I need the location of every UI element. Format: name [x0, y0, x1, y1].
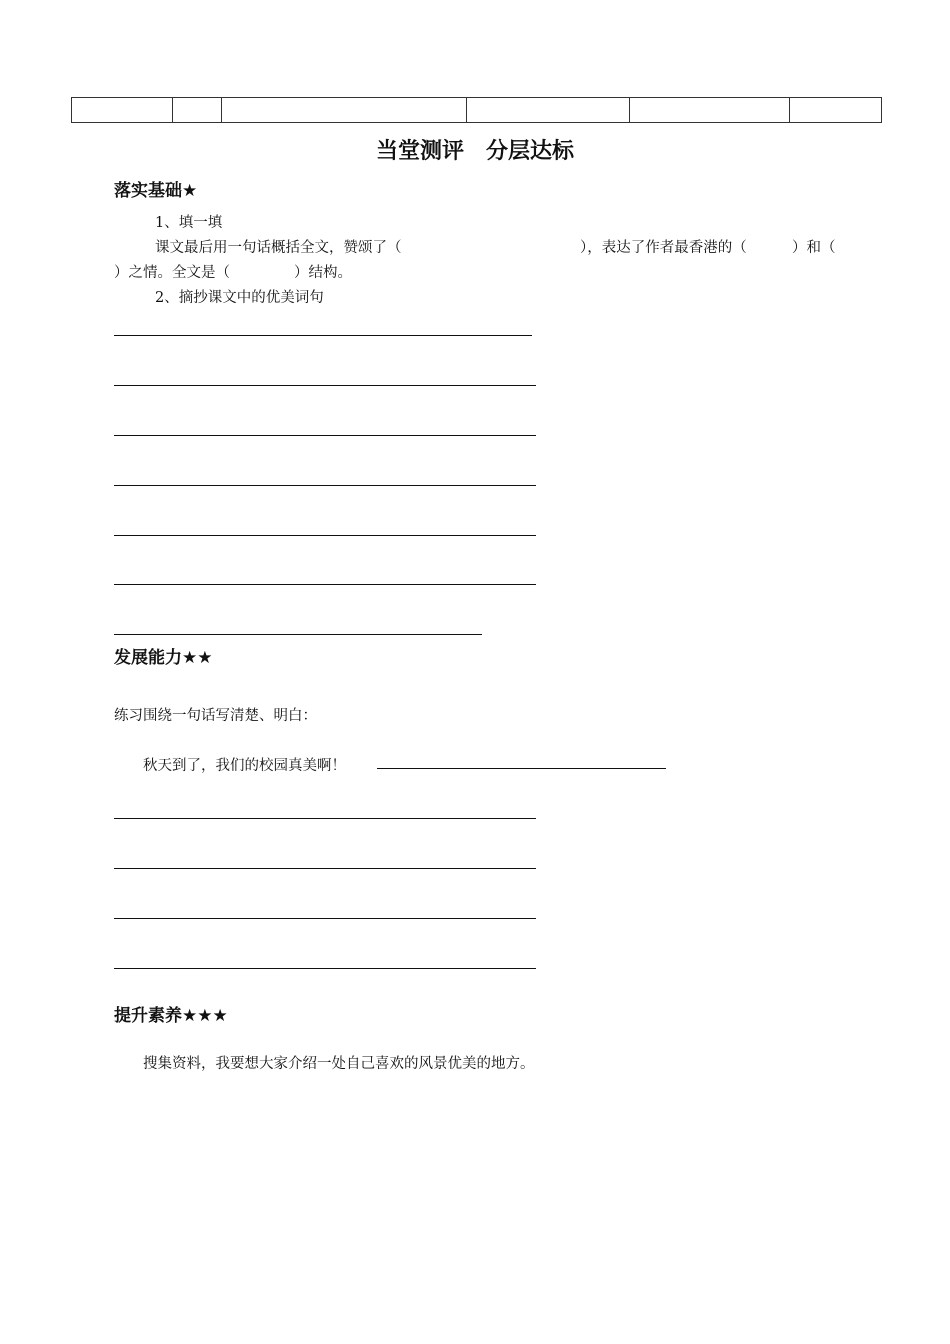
q1-text-b: ），表达了作者最香港的（ [580, 240, 747, 256]
section-heading-development: 发展能力★★ [114, 648, 213, 668]
answer-line[interactable] [114, 535, 536, 536]
question-1-label: 1、填一填 [155, 215, 223, 231]
answer-line[interactable] [114, 435, 536, 436]
answer-line[interactable] [114, 868, 536, 869]
q1-text-c: ）和（ [792, 240, 836, 256]
header-cell [222, 98, 467, 123]
q1-text-e: ）结构。 [294, 265, 352, 281]
section2-instruction: 练习围绕一句话写清楚、明白： [114, 708, 317, 724]
page-title-part2: 分层达标 [486, 139, 575, 164]
answer-line[interactable] [114, 335, 532, 336]
answer-line[interactable] [114, 968, 536, 969]
page-title [0, 134, 950, 165]
answer-line[interactable] [114, 634, 482, 635]
section-heading-enhancement: 提升素养★★★ [114, 1006, 228, 1026]
answer-line[interactable] [114, 485, 536, 486]
header-cell [790, 98, 882, 123]
answer-line[interactable] [114, 818, 536, 819]
answer-line[interactable] [114, 918, 536, 919]
answer-line[interactable] [114, 385, 536, 386]
answer-line[interactable] [114, 584, 536, 585]
header-cell [72, 98, 173, 123]
header-cell [467, 98, 630, 123]
section2-prompt: 秋天到了，我们的校园真美啊！ [143, 758, 346, 774]
section-heading-basics: 落实基础★ [114, 181, 198, 201]
header-table [71, 97, 882, 123]
section3-task: 搜集资料，我要想大家介绍一处自己喜欢的风景优美的地方。 [143, 1056, 535, 1072]
question-2-label: 2、摘抄课文中的优美词句 [155, 290, 324, 306]
header-cell [630, 98, 790, 123]
header-cell [173, 98, 222, 123]
q1-text-d: ）之情。全文是（ [114, 265, 230, 281]
q1-text-a: 课文最后用一句话概括全文，赞颂了（ [155, 240, 402, 256]
page-title-part1: 当堂测评 [375, 139, 464, 164]
answer-line[interactable] [377, 768, 666, 769]
